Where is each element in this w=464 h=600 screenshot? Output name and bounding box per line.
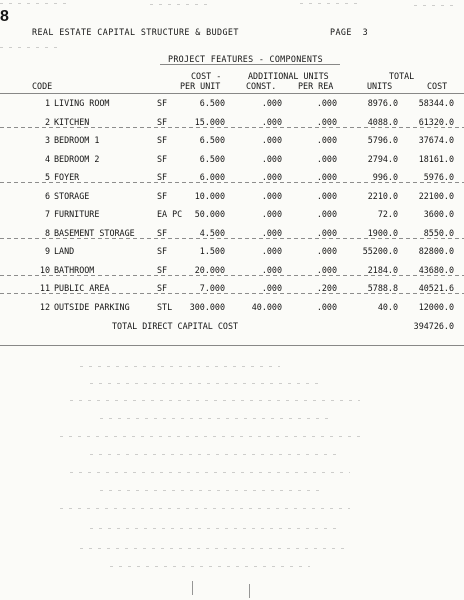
row-const: .000 — [261, 98, 282, 108]
row-total: 18161.0 — [418, 153, 454, 164]
row-separator — [0, 182, 464, 183]
scan-residue — [90, 454, 340, 455]
row-unit: SF — [157, 153, 168, 164]
scan-residue — [60, 436, 360, 437]
row-name: LIVING ROOM — [54, 98, 110, 108]
scan-residue — [90, 528, 340, 529]
scan-tick — [192, 581, 193, 595]
row-cost: 7.000 — [199, 283, 225, 293]
row-per-rea: .000 — [316, 227, 337, 238]
row-separator — [0, 127, 464, 128]
row-code: 10 — [39, 264, 50, 275]
row-per-rea: .000 — [316, 209, 337, 219]
row-units: 55200.0 — [362, 246, 398, 256]
row-code: 4 — [44, 153, 50, 164]
row-code: 3 — [44, 135, 50, 145]
scan-mark-top — [150, 4, 210, 5]
row-unit: SF — [157, 116, 168, 127]
scan-residue — [70, 400, 360, 401]
row-const: .000 — [261, 172, 282, 182]
row-code: 7 — [44, 209, 50, 219]
row-cost: 50.000 — [194, 209, 225, 219]
corner-mark: 8 — [0, 8, 9, 25]
table-row — [0, 302, 464, 314]
row-code: 1 — [44, 98, 50, 108]
row-code: 9 — [44, 246, 50, 256]
row-units: 5796.0 — [367, 135, 398, 145]
row-name: STORAGE — [54, 190, 90, 201]
header-units: UNITS — [367, 81, 393, 91]
row-cost: 300.000 — [189, 301, 225, 312]
row-const: .000 — [261, 209, 282, 219]
row-code: 12 — [39, 301, 50, 312]
page-number: 3 — [362, 27, 369, 37]
row-separator — [0, 293, 464, 294]
row-unit: SF — [157, 135, 168, 145]
row-name: KITCHEN — [54, 116, 90, 127]
row-const: .000 — [261, 264, 282, 275]
scan-tick — [249, 584, 250, 598]
row-units: 8976.0 — [367, 98, 398, 108]
row-cost: 6.000 — [199, 172, 225, 182]
row-per-rea: .000 — [316, 153, 337, 164]
row-unit: SF — [157, 227, 168, 238]
row-const: .000 — [261, 246, 282, 256]
subtitle-rule — [160, 64, 340, 65]
header-total: TOTAL — [389, 71, 415, 81]
header-code: CODE — [32, 81, 53, 91]
row-name: FOYER — [54, 172, 80, 182]
total-label: TOTAL DIRECT CAPITAL COST — [112, 321, 239, 331]
scan-mark — [0, 47, 60, 48]
row-const: .000 — [261, 283, 282, 293]
row-per-rea: .000 — [316, 264, 337, 275]
table-row — [0, 154, 464, 166]
row-total: 22100.0 — [418, 190, 454, 201]
row-cost: 15.000 — [194, 116, 225, 127]
row-cost: 1.500 — [199, 246, 225, 256]
row-per-rea: .000 — [316, 172, 337, 182]
row-units: 2210.0 — [367, 190, 398, 201]
row-name: BASEMENT STORAGE — [54, 227, 135, 238]
row-const: .000 — [261, 116, 282, 127]
row-per-rea: .000 — [316, 135, 337, 145]
row-name: BATHROOM — [54, 264, 95, 275]
row-total: 58344.0 — [418, 98, 454, 108]
header-cost-top: COST - — [191, 71, 222, 81]
row-unit: SF — [157, 246, 168, 256]
row-total: 3600.0 — [423, 209, 454, 219]
row-unit: EA PC — [157, 209, 183, 219]
row-code: 8 — [44, 227, 50, 238]
row-units: 2184.0 — [367, 264, 398, 275]
table-row — [0, 98, 464, 110]
row-per-rea: .000 — [316, 190, 337, 201]
header-rule — [0, 93, 464, 94]
row-unit: STL — [157, 301, 173, 312]
row-cost: 6.500 — [199, 98, 225, 108]
page-label: PAGE — [330, 27, 352, 37]
total-rule — [0, 345, 464, 346]
row-cost: 4.500 — [199, 227, 225, 238]
row-name: LAND — [54, 246, 75, 256]
scan-residue — [100, 418, 330, 419]
row-total: 61320.0 — [418, 116, 454, 127]
scan-residue — [80, 366, 280, 367]
row-name: OUTSIDE PARKING — [54, 301, 130, 312]
header-per-rea: PER REA — [298, 81, 334, 91]
row-per-rea: .000 — [316, 98, 337, 108]
row-const: .000 — [261, 190, 282, 201]
row-name: BEDROOM 1 — [54, 135, 100, 145]
table-row — [0, 209, 464, 221]
section-subtitle: PROJECT FEATURES - COMPONENTS — [168, 54, 323, 64]
report-title: REAL ESTATE CAPITAL STRUCTURE & BUDGET — [32, 27, 239, 37]
row-units: 996.0 — [372, 172, 398, 182]
row-unit: SF — [157, 190, 168, 201]
page-indicator — [330, 27, 368, 37]
row-separator — [0, 275, 464, 276]
row-name: FURNITURE — [54, 209, 100, 219]
row-units: 4088.0 — [367, 116, 398, 127]
row-code: 5 — [44, 172, 50, 182]
row-total: 37674.0 — [418, 135, 454, 145]
table-row — [0, 191, 464, 203]
total-value: 394726.0 — [413, 321, 454, 331]
row-per-rea: .000 — [316, 116, 337, 127]
row-unit: SF — [157, 264, 168, 275]
row-const: .000 — [261, 153, 282, 164]
row-per-rea: .200 — [316, 283, 337, 293]
row-total: 8550.0 — [423, 227, 454, 238]
scan-residue — [70, 472, 350, 473]
row-cost: 6.500 — [199, 135, 225, 145]
table-row — [0, 246, 464, 258]
row-const: .000 — [261, 227, 282, 238]
header-const: CONST. — [246, 81, 277, 91]
row-name: PUBLIC AREA — [54, 283, 110, 293]
row-per-rea: .000 — [316, 246, 337, 256]
scan-residue — [110, 566, 310, 567]
scan-residue — [80, 548, 350, 549]
row-cost: 6.500 — [199, 153, 225, 164]
table-row — [0, 135, 464, 147]
row-code: 2 — [44, 116, 50, 127]
row-unit: SF — [157, 98, 168, 108]
row-total: 12000.0 — [418, 301, 454, 312]
row-total: 43680.0 — [418, 264, 454, 275]
row-name: BEDROOM 2 — [54, 153, 100, 164]
row-units: 72.0 — [377, 209, 398, 219]
row-total: 40521.6 — [418, 283, 454, 293]
row-units: 2794.0 — [367, 153, 398, 164]
row-total: 5976.0 — [423, 172, 454, 182]
scan-residue — [100, 490, 320, 491]
row-units: 40.0 — [377, 301, 398, 312]
row-separator — [0, 238, 464, 239]
row-units: 1900.0 — [367, 227, 398, 238]
row-unit: SF — [157, 172, 168, 182]
header-per-unit: PER UNIT — [180, 81, 221, 91]
header-cost: COST — [427, 81, 448, 91]
row-cost: 10.000 — [194, 190, 225, 201]
header-additional-units: ADDITIONAL UNITS — [248, 71, 329, 81]
scan-mark-top — [414, 5, 454, 6]
row-const: 40.000 — [251, 301, 282, 312]
row-const: .000 — [261, 135, 282, 145]
row-code: 11 — [39, 283, 50, 293]
scan-residue — [90, 383, 320, 384]
row-per-rea: .000 — [316, 301, 337, 312]
row-cost: 20.000 — [194, 264, 225, 275]
scan-mark-top — [300, 3, 360, 4]
scan-mark-top — [0, 3, 70, 4]
row-code: 6 — [44, 190, 50, 201]
row-unit: SF — [157, 283, 168, 293]
row-total: 82800.0 — [418, 246, 454, 256]
row-units: 5788.8 — [367, 283, 398, 293]
scan-residue — [60, 508, 350, 509]
